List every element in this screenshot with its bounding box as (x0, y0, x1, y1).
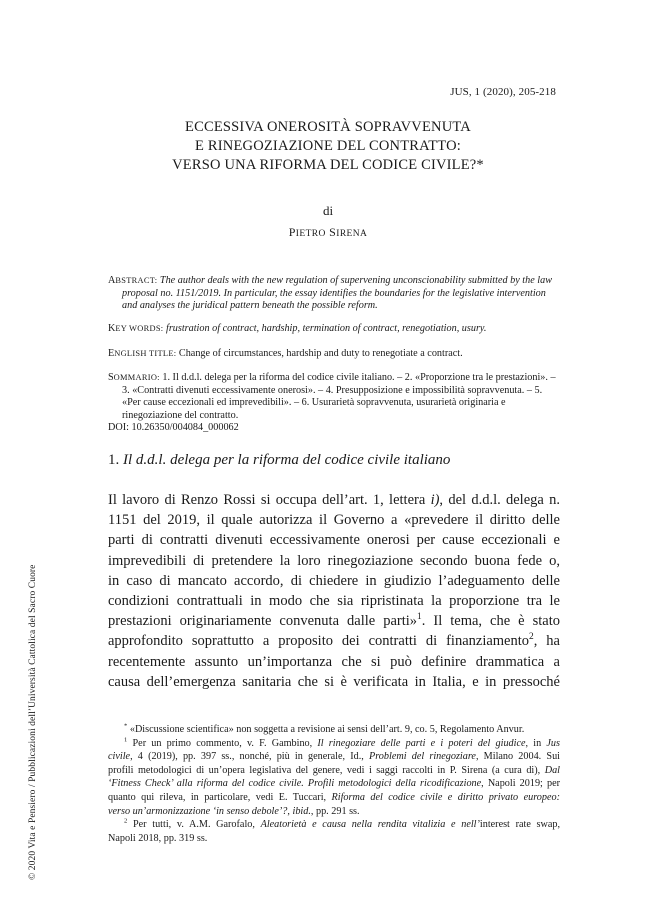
abstract (108, 275, 556, 313)
body-line: approfondito soprattutto a proposito dei contratti di finanziamento$^2$, ha (108, 632, 560, 650)
body-line: parti di contratti divenuti eccessivamente onerosi per cause eccezionali e (108, 532, 560, 549)
keywords-label: KEY WORDS: (108, 323, 164, 334)
english-title-label: ENGLISH TITLE: (108, 348, 177, 359)
keywords (108, 323, 556, 336)
section-heading (108, 452, 450, 469)
body-line: Il lavoro di Renzo Rossi si occupa dell’art. 1, lettera i), del d.d.l. delega n. (108, 492, 560, 508)
by-line-di: di (322, 203, 334, 218)
body-text (108, 490, 560, 692)
body-line: condizioni contrattuali in modo che sia ripristinata la proporzione tra le (108, 592, 560, 609)
body-line: prestazioni originariamente convenuta dalle parti»$^1$. Il tema, che è stato (108, 612, 560, 630)
footnote-1: $^1$ Per un primo commento, v. F. Gambino, Il rinegoziare delle parti e i poteri del giudice, in Jus civile, 4 (2019), pp. 397 ss., nonché, più in generale, Id., Problemi del rinegoziare, Milano 2004. Sui profili metodologici di un’opera legislativa del genere, vedi i saggi raccolti in P. Sirena (a cura di), Dal ‘Fitness Check’ alla riforma del codice civile. Profili metodologici della ricodificazione, Napoli 2019; per quanto qui rileva, in particolare, vedi E. Tuccari, Riforma del codice civile e diritto privato europeo: verso un’armonizzazione ‘in senso debole’?, ibid., pp. 291 ss. (108, 736, 560, 817)
copyright-credit: © 2020 Vita e Pensiero / Pubblicazioni dell’Università Cattolica del Sacro Cuore (28, 564, 38, 880)
title-line: ECCESSIVA ONEROSITÀ SOPRAVVENUTA (185, 119, 471, 135)
running-head: JUS, 1 (2020), 205-218 (450, 86, 556, 98)
body-line: recentemente assunto un’importanza che si può definire drammatica a (108, 653, 560, 670)
keywords-text: frustration of contract, hardship, termination of contract, renegotiation, usury. (165, 323, 487, 334)
english-title-text: Change of circumstances, hardship and duty to renegotiate a contract. (178, 348, 463, 359)
abstract-text: The author deals with the new regulation of supervening unconscionability submitted by the law proposal no. 1151/2019. In particular, the essay identifies the boundaries for the legislative intervention and analyses the juridical pattern beneath the possible reform. (122, 275, 553, 311)
section-number: 1. (108, 452, 120, 468)
summary-label: SOMMARIO: (108, 372, 160, 383)
title-line: VERSO UNA RIFORMA DEL CODICE CIVILE?* (172, 157, 484, 173)
body-line: in caso di mancato accordo, di chiedere in giudizio l’adeguamento delle (108, 572, 560, 589)
summary-text: 1. Il d.d.l. delega per la riforma del codice civile italiano. – 2. «Proporzione tra le prestazioni». – 3. «Contratti divenuti eccessivamente onerosi». – 4. Presupposizione e impossibilità sopravvenuta. – 5. «Per cause eccezionali ed imprevedibili». – 6. Usurarietà sopravvenuta, usurarietà originaria e rinegoziazione del contratto. (122, 372, 556, 421)
footnote-2: $^2$ Per tutti, v. A.M. Garofalo, Aleatorietà e causa nella rendita vitalizia e nell’interest rate swap, Napoli 2018, pp. 319 ss. (108, 817, 560, 844)
footnote-star: * «Discussione scientifica» non soggetta a revisione ai sensi dell’art. 9, co. 5, Regolamento Anvur. (124, 722, 525, 735)
summary (108, 372, 556, 435)
article-title (108, 118, 548, 175)
title-line: E RINEGOZIAZIONE DEL CONTRATTO: (195, 138, 461, 154)
footnotes (108, 723, 560, 845)
doi: DOI: 10.26350/004084_000062 (108, 422, 239, 433)
english-title (108, 348, 556, 361)
body-line: 1151 del 2019, il quale autorizza il Governo a «prevedere il diritto delle (108, 512, 560, 529)
body-line: causa dell’emergenza sanitaria che si è verificata in Italia, e in pressoché (108, 673, 560, 690)
author-name: PIETRO SIRENA (288, 225, 368, 239)
abstract-label: ABSTRACT: (108, 275, 158, 286)
body-line: imprevedibili di pretendere la loro rinegoziazione secondo buona fede o, (108, 552, 560, 569)
section-title: Il d.d.l. delega per la riforma del codice civile italiano (123, 452, 451, 468)
